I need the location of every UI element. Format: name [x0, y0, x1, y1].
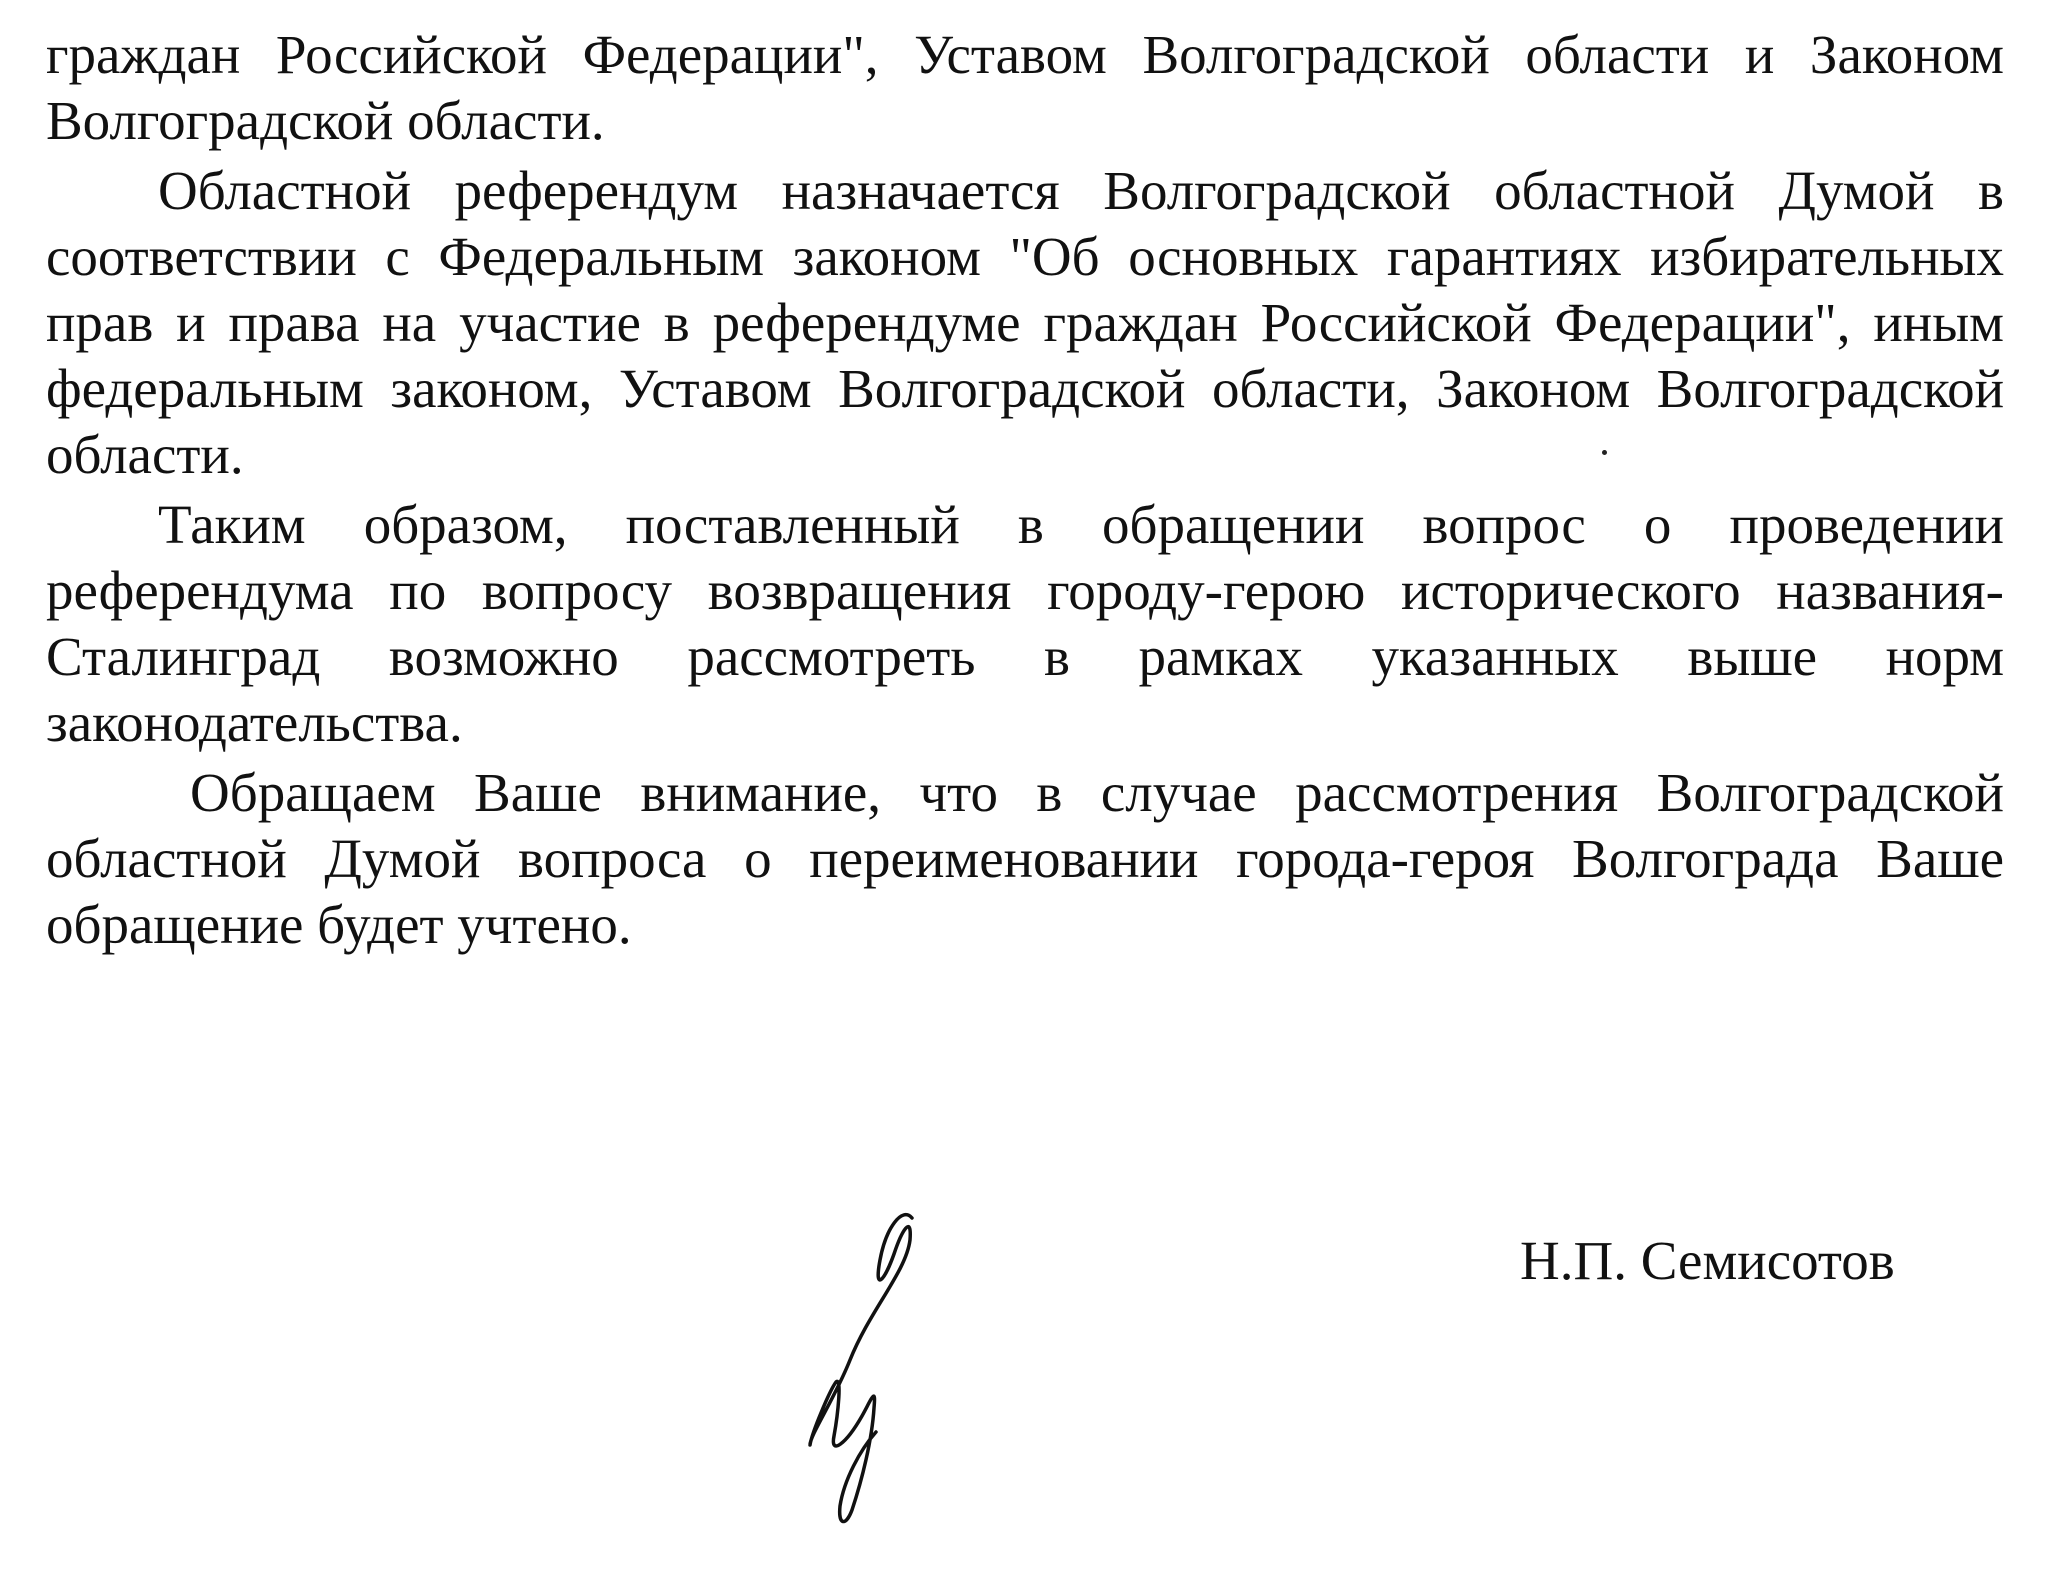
handwritten-signature: [790, 1200, 940, 1530]
paragraph-2: Областной референдум назначается Волгоградской областной Думой в соответствии с Федеральным законом "Об основных гарантиях избирательных прав и права на участие в референдуме граждан Российской Федерации", иным федеральным законом, Уставом Волгоградской области, Законом Волгоградской области.: [46, 160, 2004, 485]
signatory-name: Н.П. Семисотов: [1520, 1230, 1895, 1291]
paragraph-3: Таким образом, поставленный в обращении вопрос о проведении референдума по вопросу возвращения городу-герою исторического названия- Сталинград возможно рассмотреть в рамках указанных выше норм законодательства.: [46, 494, 2004, 753]
paragraph-1: граждан Российской Федерации", Уставом Волгоградской области и Законом Волгоградской области.: [46, 24, 2004, 151]
ink-speck: [1602, 450, 1607, 455]
paragraph-4: Обращаем Ваше внимание, что в случае рассмотрения Волгоградской областной Думой вопроса о переименовании города-героя Волгограда Ваше обращение будет учтено.: [46, 762, 2004, 955]
letter-body: [46, 22, 2004, 958]
